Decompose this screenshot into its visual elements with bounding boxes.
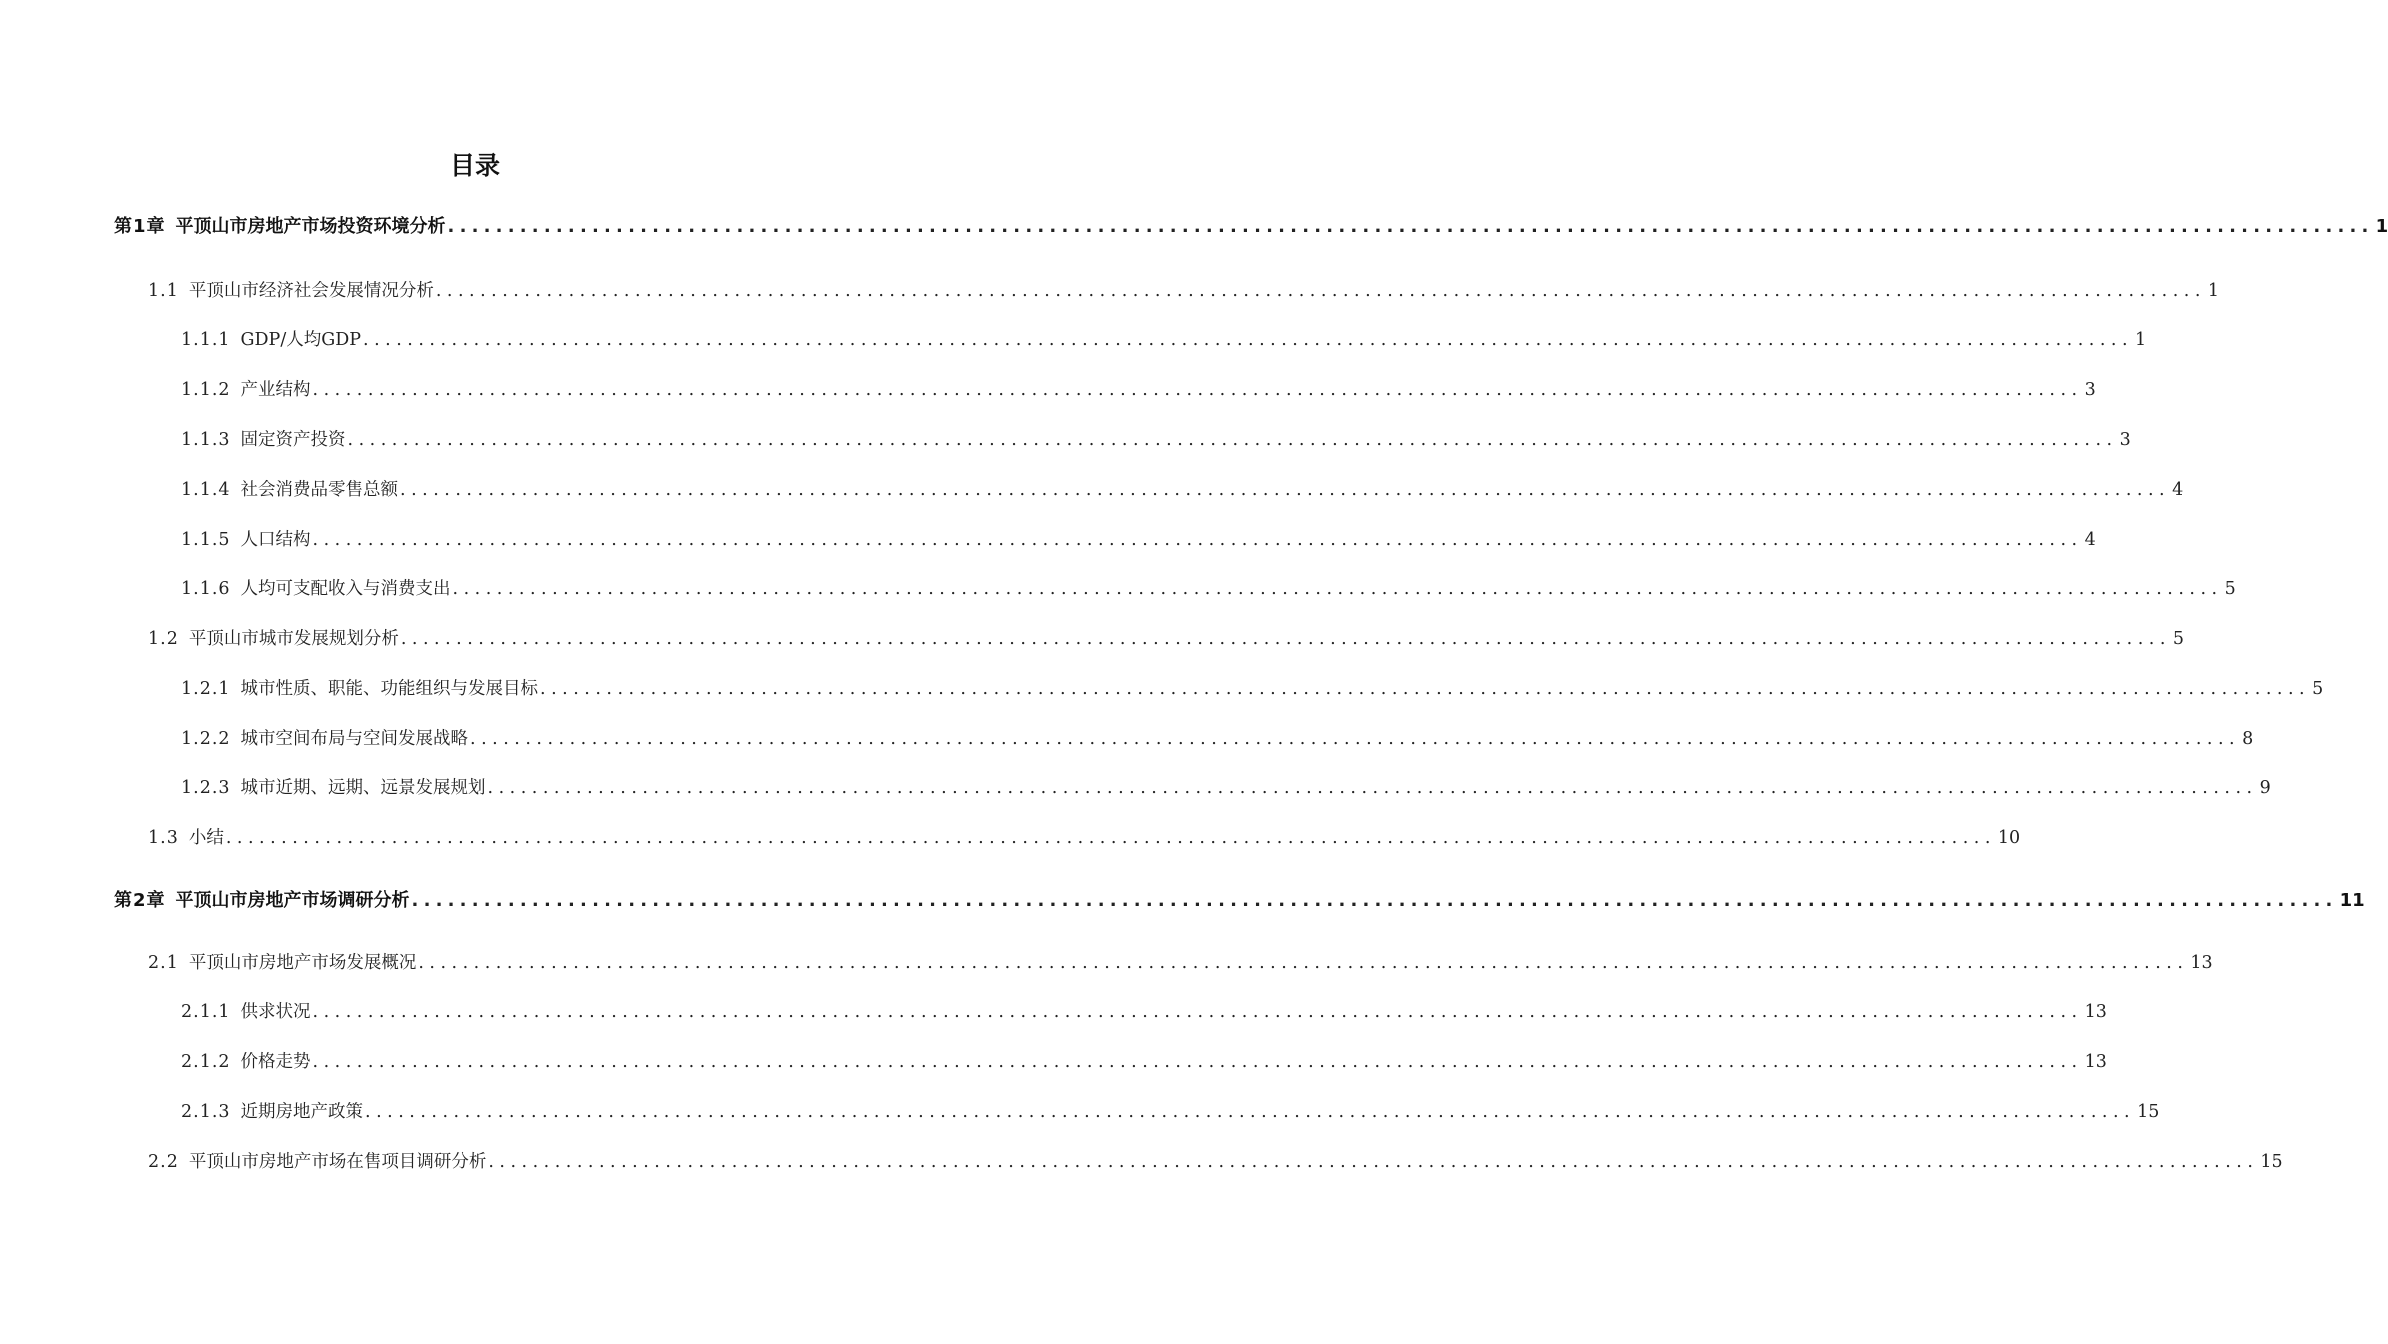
toc-entry-label <box>148 1148 486 1173</box>
toc-entry-chapter-1[interactable] <box>114 212 2388 238</box>
toc-entry-label <box>181 1098 363 1123</box>
toc-page-number: 9 <box>2259 778 2271 798</box>
toc-entry-label <box>181 725 468 750</box>
toc-entry-2-1[interactable] <box>148 949 2213 974</box>
toc-leader-dots: ................................................................................................................................................................ <box>312 1052 2083 1072</box>
toc-leader-dots: ................................................................................................................................................................ <box>312 380 2083 400</box>
toc-entry-1-1-4[interactable] <box>181 476 2184 501</box>
toc-entry-label <box>181 376 311 401</box>
toc-entry-2-2[interactable] <box>148 1148 2283 1173</box>
toc-entry-1-2-1[interactable] <box>181 675 2324 700</box>
toc-entry-label <box>181 575 451 600</box>
toc-entry-number: 1.1.4 <box>181 480 231 500</box>
toc-entry-number: 第1章 <box>114 216 166 237</box>
toc-entry-number: 1.1.3 <box>181 430 231 450</box>
toc-entry-number: 1.2.2 <box>181 729 231 749</box>
toc-entry-text: 城市空间布局与空间发展战略 <box>240 729 469 749</box>
toc-page-number: 3 <box>2119 430 2131 450</box>
toc-entry-text: 人均可支配收入与消费支出 <box>240 579 451 599</box>
toc-page-number: 15 <box>2260 1152 2283 1172</box>
toc-entry-label <box>181 1048 311 1073</box>
toc-entry-1-2[interactable] <box>148 625 2185 650</box>
toc-page-number: 1 <box>2135 330 2147 350</box>
toc-page-number: 13 <box>2190 953 2213 973</box>
toc-entry-number: 1.3 <box>148 828 179 848</box>
toc-entry-number: 2.1.2 <box>181 1052 231 1072</box>
toc-entry-number: 2.1 <box>148 953 179 973</box>
toc-entry-number: 2.1.3 <box>181 1102 231 1122</box>
toc-leader-dots: ................................................................................................................................................................ <box>488 1152 2259 1172</box>
toc-entry-label <box>181 526 311 551</box>
toc-leader-dots: ................................................................................................................................................................ <box>418 953 2189 973</box>
toc-page-number: 1 <box>2375 216 2388 237</box>
toc-leader-dots: ................................................................................................................................................................ <box>347 430 2118 450</box>
toc-entry-text: 平顶山市房地产市场调研分析 <box>175 890 410 911</box>
toc-leader-dots: ................................................................................................................................................................ <box>225 828 1996 848</box>
toc-entry-2-1-1[interactable] <box>181 998 2107 1023</box>
toc-entry-1-1[interactable] <box>148 277 2220 302</box>
toc-entry-label <box>148 824 224 849</box>
toc-entry-number: 1.1.6 <box>181 579 231 599</box>
toc-entry-1-2-2[interactable] <box>181 725 2254 750</box>
toc-leader-dots: ................................................................................................................................................................ <box>312 530 2083 550</box>
toc-entry-1-1-1[interactable] <box>181 326 2147 351</box>
toc-leader-dots: ................................................................................................................................................................ <box>447 216 2374 237</box>
toc-page-number: 4 <box>2172 480 2184 500</box>
toc-entry-1-1-6[interactable] <box>181 575 2236 600</box>
toc-entry-number: 1.1.1 <box>181 330 231 350</box>
toc-entry-text: 社会消费品零售总额 <box>240 480 399 500</box>
toc-entry-text: 近期房地产政策 <box>240 1102 364 1122</box>
toc-entry-text: 平顶山市城市发展规划分析 <box>188 629 399 649</box>
toc-leader-dots: ................................................................................................................................................................ <box>452 579 2223 599</box>
toc-page-number: 4 <box>2084 530 2096 550</box>
toc-page-number: 11 <box>2339 890 2365 911</box>
toc-leader-dots: ................................................................................................................................................................ <box>411 890 2338 911</box>
toc-entry-chapter-2[interactable] <box>114 886 2365 912</box>
toc-page-number: 5 <box>2224 579 2236 599</box>
toc-entry-text: 产业结构 <box>240 380 311 400</box>
page-title: 目录 <box>449 151 500 180</box>
toc-leader-dots: ................................................................................................................................................................ <box>400 480 2171 500</box>
toc-entry-label <box>181 675 538 700</box>
toc-entry-number: 2.1.1 <box>181 1002 231 1022</box>
toc-entry-text: 平顶山市房地产市场在售项目调研分析 <box>188 1152 487 1172</box>
toc-entry-number: 第2章 <box>114 890 166 911</box>
toc-page-number: 5 <box>2172 629 2185 649</box>
toc-entry-text: 小结 <box>188 828 224 848</box>
toc-entry-label <box>114 886 410 912</box>
toc-entry-2-1-2[interactable] <box>181 1048 2107 1073</box>
toc-entry-number: 1.1.5 <box>181 530 231 550</box>
toc-entry-number: 1.2 <box>148 629 179 649</box>
toc-page-number: 5 <box>2312 679 2324 699</box>
toc-entry-text: 价格走势 <box>240 1052 311 1072</box>
toc-leader-dots: ................................................................................................................................................................ <box>365 1102 2136 1122</box>
toc-entry-text: GDP/人均GDP <box>240 330 361 350</box>
toc-entry-label <box>181 326 361 351</box>
toc-leader-dots: ................................................................................................................................................................ <box>435 281 2206 301</box>
toc-entry-number: 1.1 <box>148 281 179 301</box>
toc-entry-label <box>181 476 398 501</box>
toc-entry-1-1-2[interactable] <box>181 376 2096 401</box>
toc-leader-dots: ................................................................................................................................................................ <box>363 330 2134 350</box>
toc-entry-1-3[interactable] <box>148 824 2021 849</box>
toc-entry-text: 平顶山市房地产市场投资环境分析 <box>175 216 446 237</box>
toc-page-number: 10 <box>1997 828 2021 848</box>
toc-entry-text: 人口结构 <box>240 530 311 550</box>
toc-page-number: 13 <box>2084 1052 2107 1072</box>
toc-entry-label <box>181 426 346 451</box>
toc-entry-number: 1.2.3 <box>181 778 231 798</box>
toc-leader-dots: ................................................................................................................................................................ <box>470 729 2241 749</box>
toc-entry-number: 2.2 <box>148 1152 179 1172</box>
toc-entry-1-1-3[interactable] <box>181 426 2131 451</box>
toc-entry-number: 1.2.1 <box>181 679 231 699</box>
toc-leader-dots: ................................................................................................................................................................ <box>400 629 2171 649</box>
toc-entry-text: 固定资产投资 <box>240 430 346 450</box>
toc-entry-label <box>148 277 434 302</box>
toc-entry-label <box>148 949 416 974</box>
toc-page-number: 1 <box>2207 281 2220 301</box>
toc-entry-text: 城市近期、远期、远景发展规划 <box>240 778 486 798</box>
toc-entry-text: 供求状况 <box>240 1002 311 1022</box>
toc-page-number: 13 <box>2084 1002 2107 1022</box>
toc-leader-dots: ................................................................................................................................................................ <box>312 1002 2083 1022</box>
toc-entry-label <box>181 998 311 1023</box>
toc-leader-dots: ................................................................................................................................................................ <box>487 778 2258 798</box>
toc-entry-label <box>181 774 486 799</box>
toc-entry-label <box>114 212 446 238</box>
toc-page-number: 8 <box>2242 729 2254 749</box>
toc-entry-number: 1.1.2 <box>181 380 231 400</box>
toc-entry-label <box>148 625 399 650</box>
toc-entry-text: 平顶山市经济社会发展情况分析 <box>188 281 434 301</box>
toc-entry-text: 城市性质、职能、功能组织与发展目标 <box>240 679 539 699</box>
toc-page-number: 3 <box>2084 380 2096 400</box>
toc-entry-text: 平顶山市房地产市场发展概况 <box>188 953 417 973</box>
toc-page-number: 15 <box>2137 1102 2160 1122</box>
toc-leader-dots: ................................................................................................................................................................ <box>540 679 2311 699</box>
toc-entry-2-1-3[interactable] <box>181 1098 2160 1123</box>
toc-entry-1-1-5[interactable] <box>181 526 2096 551</box>
toc-entry-1-2-3[interactable] <box>181 774 2271 799</box>
